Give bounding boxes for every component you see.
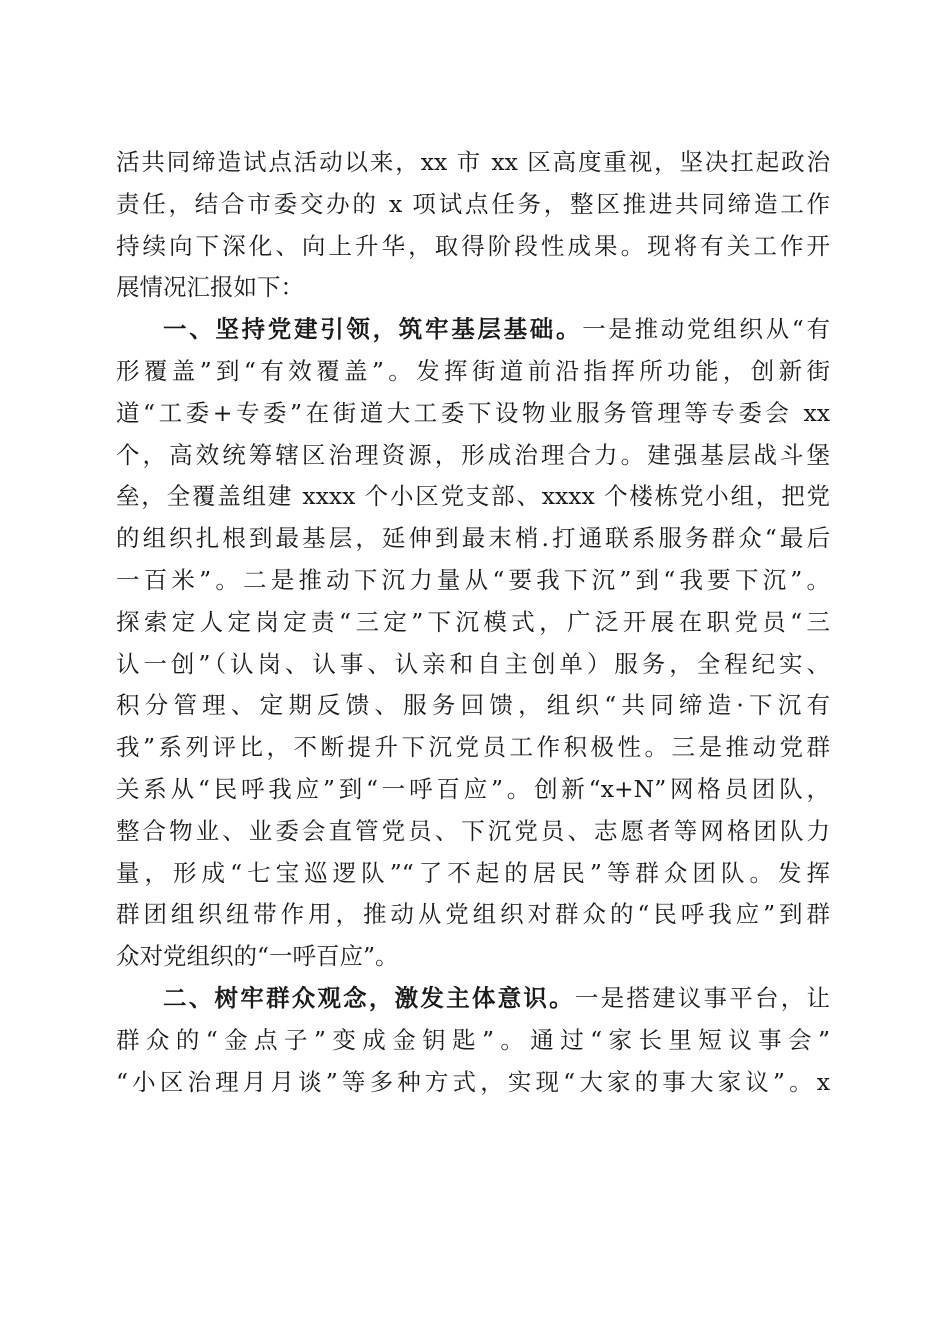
- section1-first-line-text: 一是推动党组织从“有: [582, 315, 830, 344]
- section2-first-line-text: 一是搭建议事平台，让: [574, 983, 830, 1012]
- intro-line: 活共同缔造试点活动以来，xx 市 xx 区高度重视，坚决扛起政治: [116, 148, 830, 176]
- document-body: [116, 142, 830, 1103]
- section1-line: 众对党组织的“一呼百应”。: [116, 942, 399, 971]
- section1-line: 积分管理、定期反馈、服务回馈，组织“共同缔造·下沉有: [116, 691, 830, 720]
- section1-line: 个，高效统筹辖区治理资源，形成治理合力。建强基层战斗堡: [116, 440, 830, 469]
- section1-line: 认一创”（认岗、认事、认亲和自主创单）服务，全程纪实、: [116, 649, 830, 678]
- section1-line: 道“工委+专委”在街道大工委下设物业服务管理等专委会 xx: [116, 398, 830, 427]
- intro-line: 展情况汇报如下：: [116, 273, 304, 302]
- section1-line: 的组织扎根到最基层，延伸到最末梢.打通联系服务群众“最后: [116, 524, 830, 553]
- section1-line: 关系从“民呼我应”到“一呼百应”。创新“x+N”网格员团队，: [116, 774, 830, 803]
- section2-line: 群众的“金点子”变成金钥匙”。通过“家长里短议事会”: [116, 1025, 830, 1054]
- section1-line: 群团组织纽带作用，推动从党组织对群众的“民呼我应”到群: [116, 900, 830, 929]
- section1-heading: 一、坚持党建引领，筑牢基层基础。: [163, 315, 583, 344]
- section2-first-line: [116, 978, 830, 1020]
- section2-heading: 二、树牢群众观念，激发主体意识。: [163, 983, 575, 1012]
- section1-first-line: [116, 309, 830, 351]
- section1-line: 垒，全覆盖组建 xxxx 个小区党支部、xxxx 个楼栋党小组，把党: [116, 482, 830, 511]
- section1-line: 一百米”。二是推动下沉力量从“要我下沉”到“我要下沉”。: [116, 565, 830, 594]
- section1-line: 量，形成“七宝巡逻队”“了不起的居民”等群众团队。发挥: [116, 858, 830, 887]
- section1-line: 我”系列评比，不断提升下沉党员工作积极性。三是推动党群: [116, 733, 830, 762]
- section1-line: 整合物业、业委会直管党员、下沉党员、志愿者等网格团队力: [116, 816, 830, 845]
- intro-line: 持续向下深化、向上升华，取得阶段性成果。现将有关工作开: [116, 231, 830, 260]
- section1-line: 探索定人定岗定责“三定”下沉模式，广泛开展在职党员“三: [116, 607, 830, 636]
- intro-line: 责任，结合市委交办的 x 项试点任务，整区推进共同缔造工作: [116, 189, 830, 218]
- section1-line: 形覆盖”到“有效覆盖”。发挥街道前沿指挥所功能，创新街: [116, 356, 830, 385]
- section2-line: “小区治理月月谈”等多种方式，实现“大家的事大家议”。x: [116, 1067, 830, 1096]
